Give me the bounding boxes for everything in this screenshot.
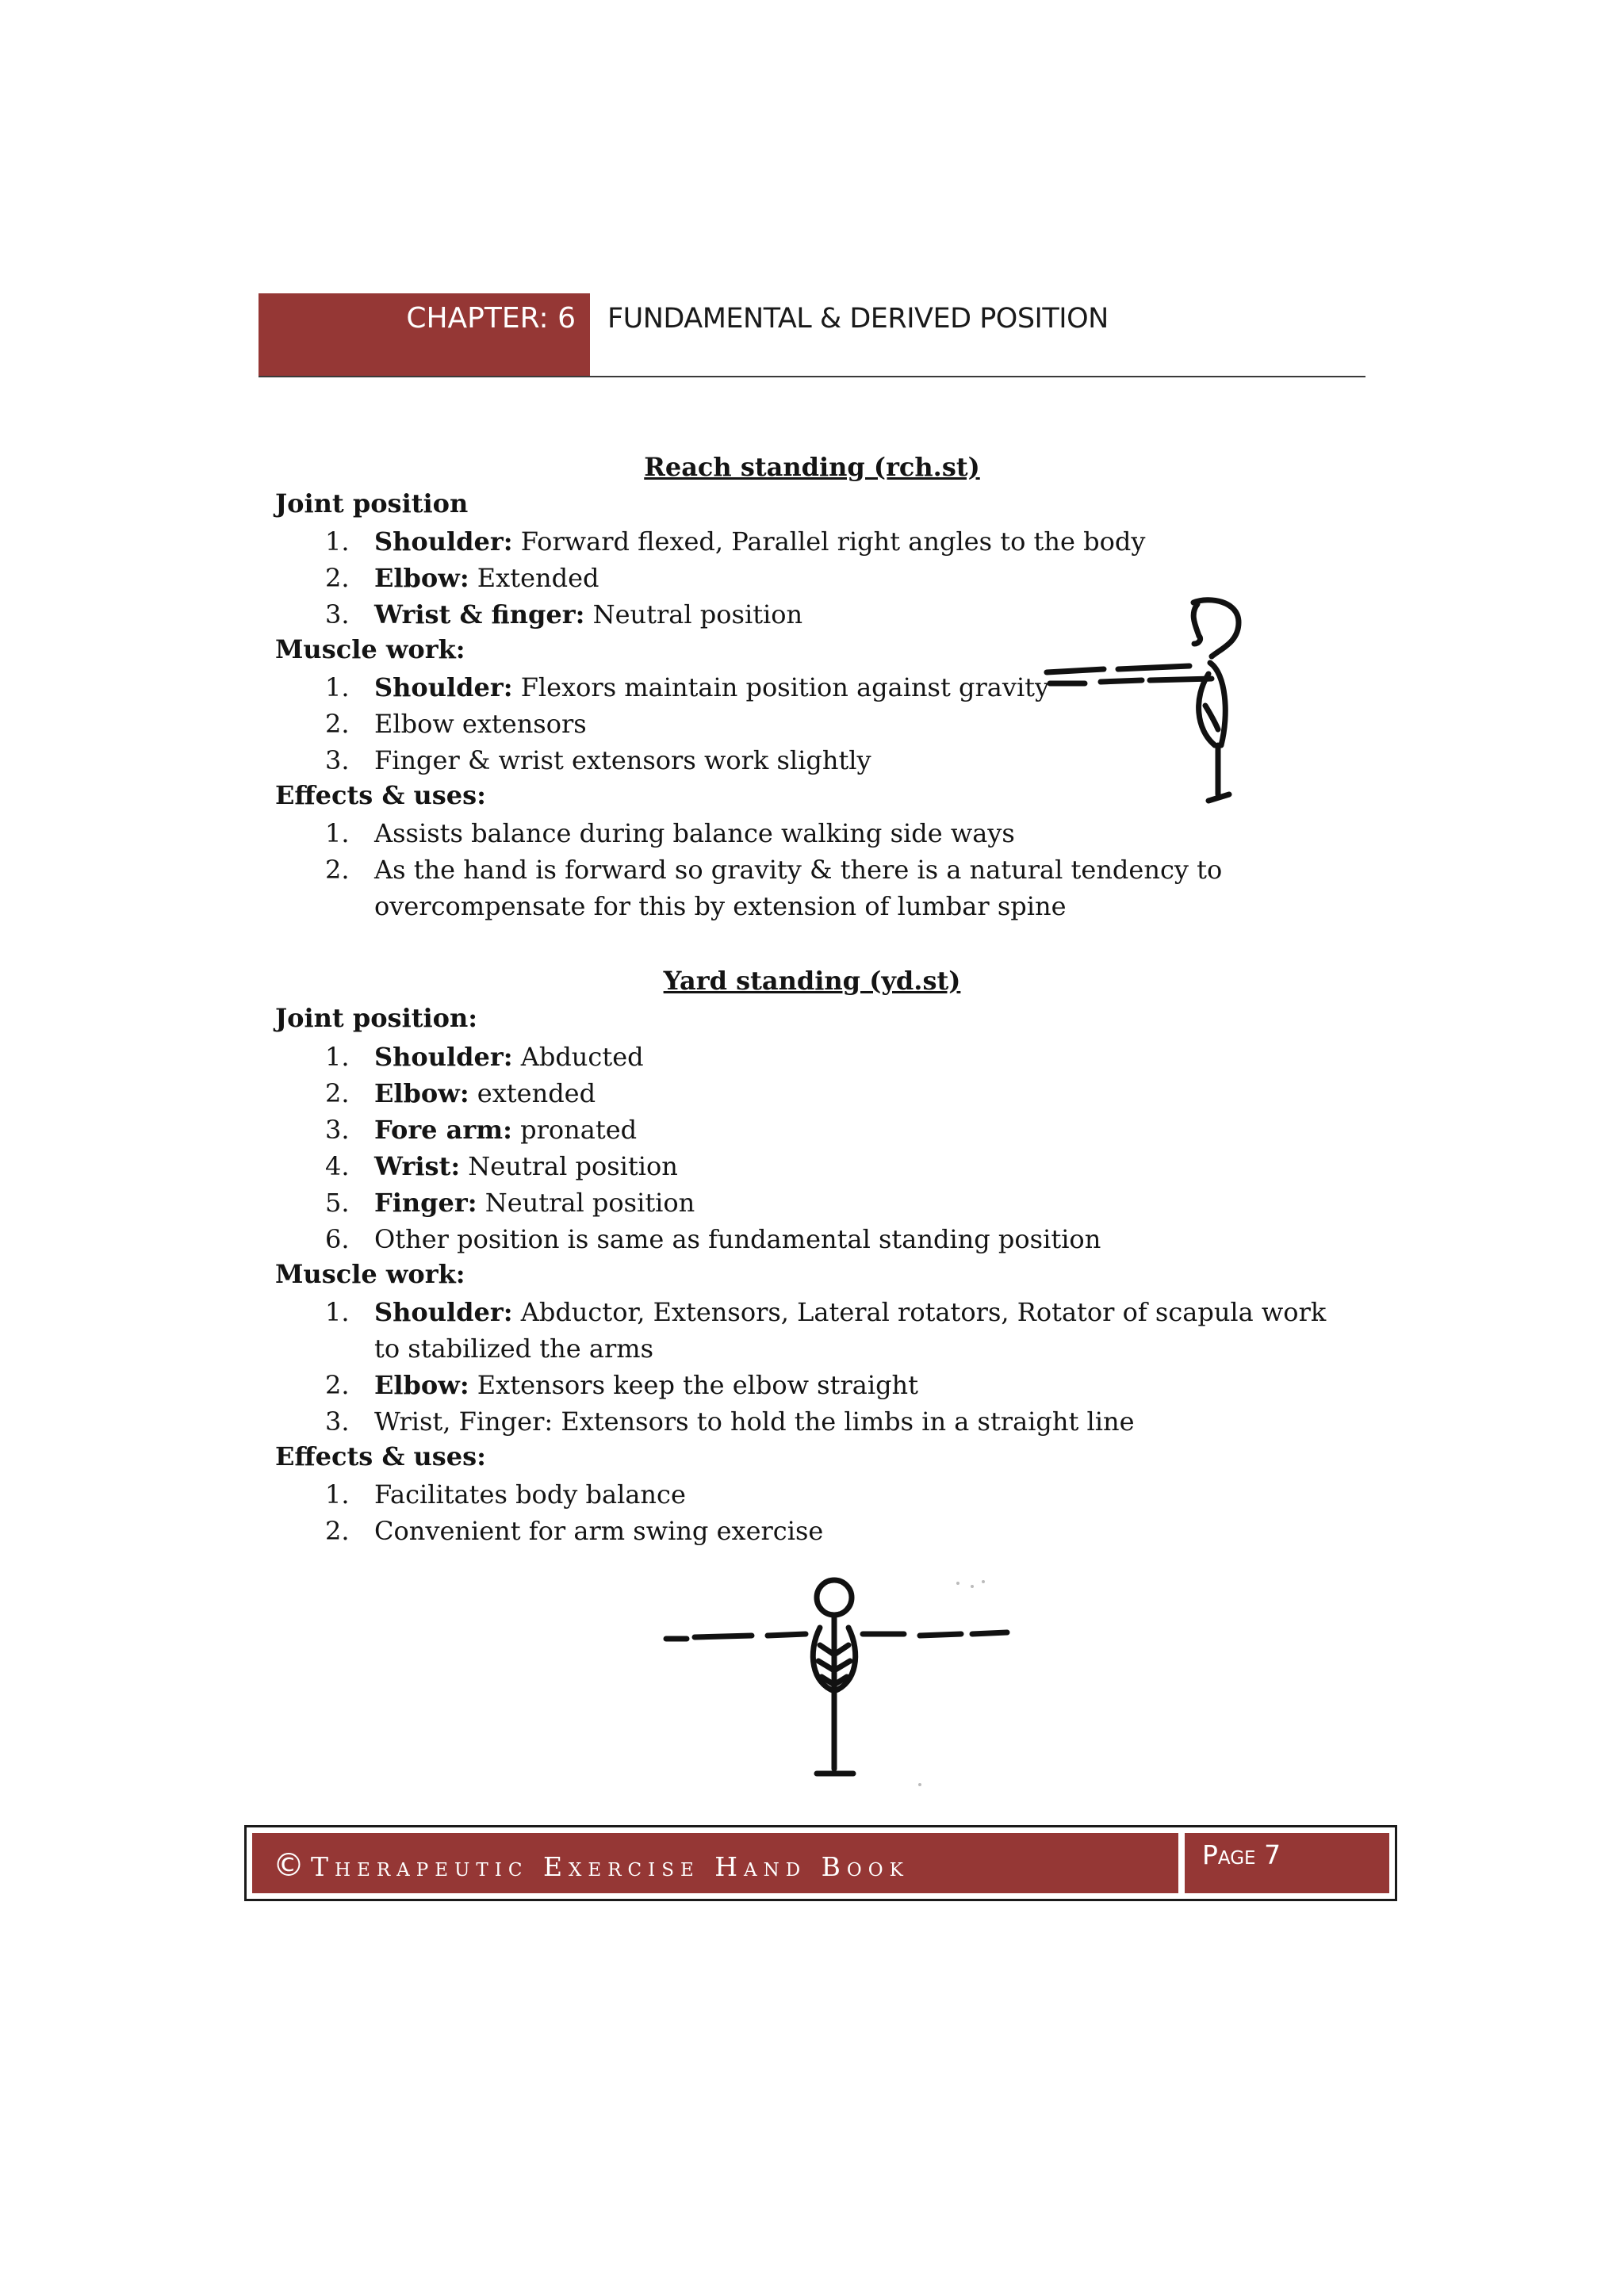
page-number (1185, 1833, 1389, 1893)
list-item-text: Assists balance during balance walking side ways (374, 818, 1015, 848)
list-item-text: extended (469, 1078, 596, 1108)
stick-figure-yard-standing-icon (658, 1566, 1023, 1788)
list-item (325, 851, 1356, 921)
list-item-text: Abductor, Extensors, Lateral rotators, Rotator of scapula work to stabilized the arms (374, 1297, 1327, 1364)
list-item-label: Elbow: (374, 563, 469, 593)
list-item (325, 1039, 1356, 1075)
list-item-label: Shoulder: (374, 526, 513, 557)
list-item (325, 1513, 1356, 1549)
list-item-label: Elbow: (374, 1370, 469, 1400)
list-number: 1. (325, 1297, 350, 1327)
heading-effects-uses: Effects & uses: (275, 1441, 486, 1471)
list-item (325, 1075, 1356, 1112)
footer-book-title (252, 1833, 1178, 1893)
list-item (325, 1184, 1356, 1221)
list-item-text: Neutral position (477, 1188, 695, 1218)
header-divider (259, 376, 1365, 377)
list-number: 2. (325, 855, 350, 885)
list-item-label: Wrist: (374, 1151, 461, 1181)
list-number: 1. (325, 818, 350, 848)
list-item-text: Forward flexed, Parallel right angles to the body (512, 526, 1146, 557)
section-title-reach-standing: Reach standing (rch.st) (644, 452, 980, 482)
list-number: 1. (325, 672, 350, 702)
list-number: 3. (325, 1406, 350, 1437)
list-item (325, 1221, 1356, 1257)
list-item-text: Finger & wrist extensors work slightly (374, 745, 871, 775)
chapter-label: CHAPTER: 6 (259, 293, 590, 376)
list-item (325, 1367, 1356, 1403)
list-item-text: Facilitates body balance (374, 1479, 686, 1510)
list-item (325, 523, 1356, 560)
list-number: 2. (325, 1078, 350, 1108)
list-item (325, 1403, 1356, 1440)
list-number: 2. (325, 1370, 350, 1400)
list-number: 6. (325, 1224, 350, 1254)
stick-figure-reach-standing-icon (1031, 587, 1261, 825)
list-item (325, 1148, 1356, 1184)
list-item-text: Wrist, Finger: Extensors to hold the limbs in a straight line (374, 1406, 1135, 1437)
list-number: 3. (325, 745, 350, 775)
list-item-label: Shoulder: (374, 1042, 513, 1072)
section-title-yard-standing: Yard standing (yd.st) (663, 966, 961, 996)
list-number: 1. (325, 1042, 350, 1072)
list-number: 3. (325, 599, 350, 629)
page-label: Page 7 (1202, 1839, 1281, 1870)
list-item (325, 1294, 1356, 1364)
heading-joint-position: Joint position (275, 488, 469, 519)
list-number: 2. (325, 709, 350, 739)
list-item-text: Flexors maintain position against gravity (512, 672, 1050, 702)
list-item-text: pronated (511, 1115, 638, 1145)
heading-muscle-work: Muscle work: (275, 1259, 465, 1289)
list-item-text: Convenient for arm swing exercise (374, 1516, 824, 1546)
heading-muscle-work: Muscle work: (275, 634, 465, 664)
list-item (325, 1476, 1356, 1513)
heading-effects-uses: Effects & uses: (275, 780, 486, 810)
list-number: 1. (325, 1479, 350, 1510)
list-number: 2. (325, 1516, 350, 1546)
chapter-title: FUNDAMENTAL & DERIVED POSITION (607, 303, 1109, 335)
list-item-label: Shoulder: (374, 672, 513, 702)
list-number: 5. (325, 1188, 350, 1218)
list-item-text: Neutral position (460, 1151, 678, 1181)
list-item-text: Elbow extensors (374, 709, 587, 739)
list-number: 1. (325, 526, 350, 557)
list-item-text: Abducted (512, 1042, 644, 1072)
list-item (325, 1112, 1356, 1148)
list-item-label: Finger: (374, 1188, 477, 1218)
list-item-text: Extended (469, 563, 599, 593)
list-item-label: Fore arm: (374, 1115, 512, 1145)
list-number: 2. (325, 563, 350, 593)
heading-joint-position: Joint position: (275, 1003, 478, 1033)
list-item-text: Other position is same as fundamental standing position (374, 1224, 1101, 1254)
list-item-label: Wrist & finger: (374, 599, 585, 629)
list-number: 3. (325, 1115, 350, 1145)
list-item-label: Shoulder: (374, 1297, 513, 1327)
list-number: 4. (325, 1151, 350, 1181)
list-item-text: Neutral position (584, 599, 803, 629)
book-title-text: Therapeutic Exercise Hand Book (311, 1851, 910, 1882)
list-item-text: As the hand is forward so gravity & there is a natural tendency to overcompensate for this by extension of lumbar spine (374, 855, 1223, 921)
copyright-symbol: © (273, 1847, 304, 1884)
list-item-label: Elbow: (374, 1078, 469, 1108)
list-item-text: Extensors keep the elbow straight (469, 1370, 919, 1400)
